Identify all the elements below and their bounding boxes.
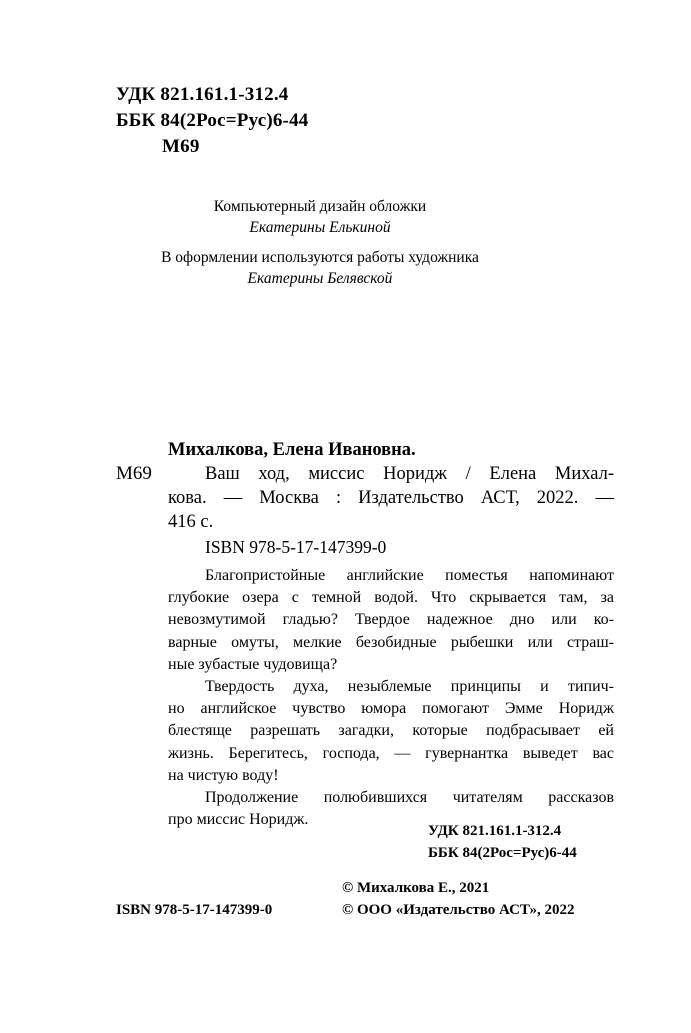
annotation-line: варные омуты, мелкие безобидные рыбешки или страш- <box>168 633 614 651</box>
footer-bbk: ББК 84(2Рос=Рус)6-44 <box>428 845 577 861</box>
record-description-line: кова. — Москва : Издательство АСТ, 2022. — <box>168 488 614 508</box>
annotation-line: Благопристойные английские поместья напоминают <box>205 567 614 584</box>
copyright-author: © Михалкова Е., 2021 <box>342 880 490 896</box>
record-description-line: Ваш ход, миссис Норидж / Елена Михал- <box>205 464 614 484</box>
author-heading: Михалкова, Елена Ивановна. <box>168 440 416 460</box>
annotation-line: но английское чувство юмора помогают Эмме Норидж <box>168 700 614 718</box>
footer-udk: УДК 821.161.1-312.4 <box>428 823 562 839</box>
annotation-line: Продолжение полюбившихся читателям рассказов <box>205 789 614 806</box>
annotation-line: глубокие озера с темной водой. Что скрывается там, за <box>168 589 614 607</box>
cover-designer: Екатерины Елькиной <box>249 219 391 236</box>
bbk-code: ББК 84(2Рос=Рус)6-44 <box>116 110 309 131</box>
copyright-publisher: © ООО «Издательство АСТ», 2022 <box>342 902 575 918</box>
art-label: В оформлении используются работы художника <box>161 249 479 266</box>
annotation-line: про миссис Норидж. <box>168 811 309 829</box>
cover-design-label: Компьютерный дизайн обложки <box>213 198 427 215</box>
record-isbn: ISBN 978-5-17-147399-0 <box>205 537 387 557</box>
udk-code: УДК 821.161.1-312.4 <box>116 84 289 105</box>
annotation-line: невозмутимой гладью? Твердое надежное дно или ко- <box>168 611 614 629</box>
annotation-paragraph-2 <box>168 676 614 787</box>
record-author-mark: М69 <box>116 463 152 484</box>
annotation-line: блестяще разрешать загадки, которые подбрасывает ей <box>168 722 614 740</box>
record-description-line: 416 с. <box>168 512 214 532</box>
annotation-line: на чистую воду! <box>168 766 279 784</box>
annotation-line: Твердость духа, незыблемые принципы и типич- <box>205 678 614 695</box>
annotation-line: ные зубастые чудовища? <box>168 655 338 673</box>
record-description <box>168 462 614 534</box>
annotation-line: жизнь. Берегитесь, господа, — гувернантка выведет вас <box>168 744 614 762</box>
footer-isbn: ISBN 978-5-17-147399-0 <box>116 902 273 918</box>
annotation-paragraph-1 <box>168 565 614 676</box>
artist: Екатерины Белявской <box>247 270 393 287</box>
author-mark: М69 <box>162 136 200 157</box>
